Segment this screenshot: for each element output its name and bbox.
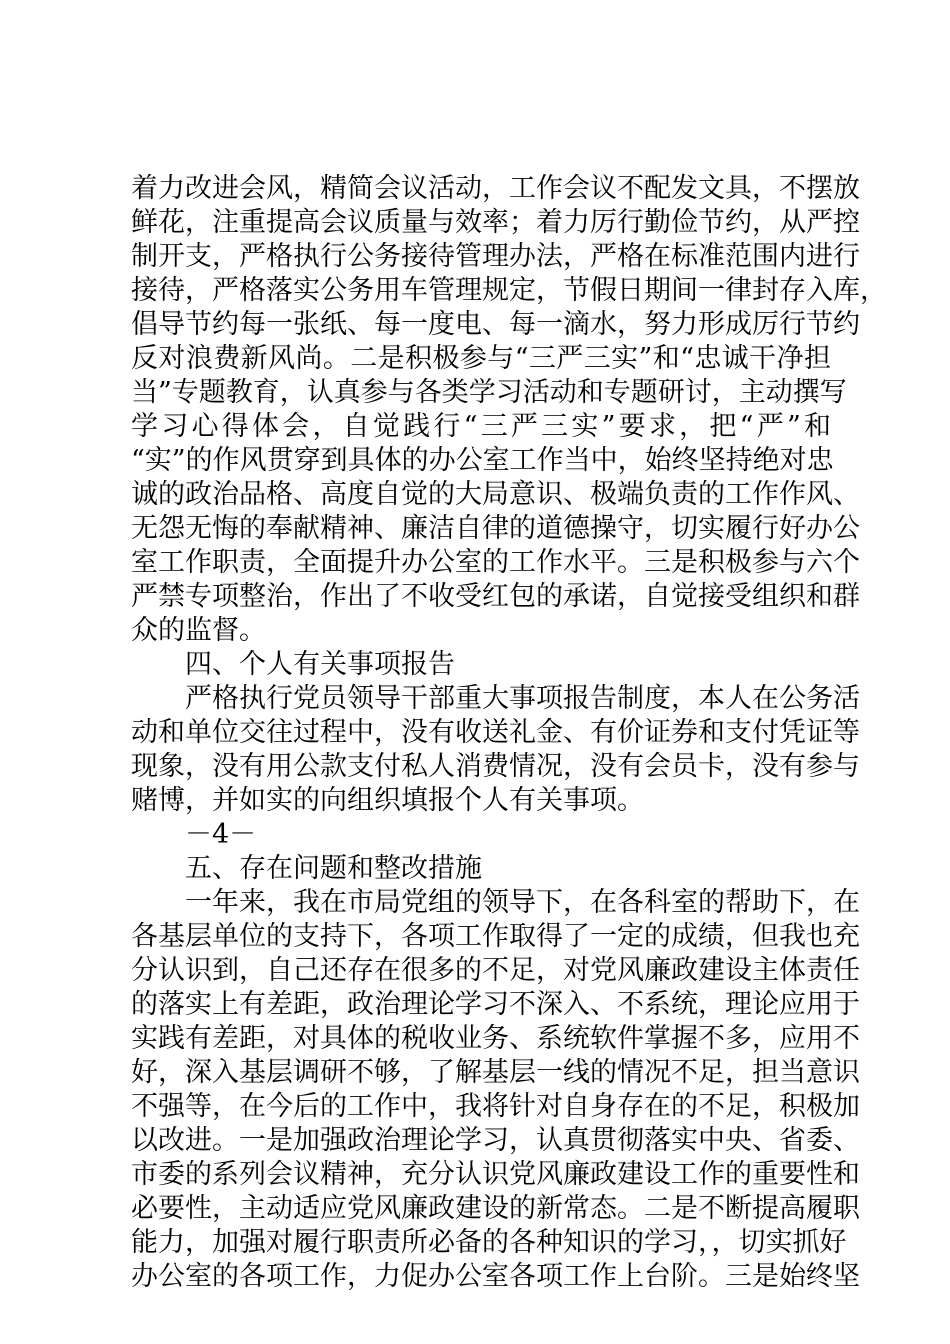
body-line: 能力，加强对履行职责所必备的各种知识的学习，，切实抓好 bbox=[131, 1227, 847, 1258]
body-line: 实践有差距，对具体的税收业务、系统软件掌握不多，应用不 bbox=[131, 1023, 860, 1054]
body-line: 市委的系列会议精神，充分认识党风廉政建设工作的重要性和 bbox=[131, 1159, 860, 1190]
body-line: 接待，严格落实公务用车管理规定，节假日期间一律封存入库， bbox=[131, 275, 887, 306]
body-line: 一年来，我在市局党组的领导下，在各科室的帮助下，在 bbox=[185, 887, 860, 918]
section-heading: 五、存在问题和整改措施 bbox=[185, 853, 482, 884]
body-line: 制开支，严格执行公务接待管理办法，严格在标准范围内进行 bbox=[131, 241, 860, 272]
body-line: 当”专题教育，认真参与各类学习活动和专题研讨，主动撰写 bbox=[131, 377, 847, 408]
body-line: 现象，没有用公款支付私人消费情况，没有会员卡，没有参与 bbox=[131, 751, 860, 782]
body-line: 鲜花，注重提高会议质量与效率；着力厉行勤俭节约，从严控 bbox=[131, 207, 860, 238]
body-line: 赌博，并如实的向组织填报个人有关事项。 bbox=[131, 785, 644, 816]
body-line: 倡导节约每一张纸、每一度电、每一滴水，努力形成厉行节约 bbox=[131, 309, 860, 340]
body-line: “实”的作风贯穿到具体的办公室工作当中，始终坚持绝对忠 bbox=[131, 445, 834, 476]
body-line: 动和单位交往过程中，没有收送礼金、有价证券和支付凭证等 bbox=[131, 717, 860, 748]
body-line: 必要性，主动适应党风廉政建设的新常态。二是不断提高履职 bbox=[131, 1193, 860, 1224]
body-line: 好，深入基层调研不够，了解基层一线的情况不足，担当意识 bbox=[131, 1057, 860, 1088]
body-line: 无怨无悔的奉献精神、廉洁自律的道德操守，切实履行好办公 bbox=[131, 513, 860, 544]
body-line: 反对浪费新风尚。二是积极参与“三严三实”和“忠诚干净担 bbox=[131, 343, 831, 374]
body-line: 办公室的各项工作，力促办公室各项工作上台阶。三是始终坚 bbox=[131, 1261, 860, 1292]
body-line: 诚的政治品格、高度自觉的大局意识、极端负责的工作作风、 bbox=[131, 479, 860, 510]
document-body bbox=[131, 172, 887, 1294]
page-number: －4－ bbox=[185, 819, 257, 850]
body-line: 的落实上有差距，政治理论学习不深入、不系统，理论应用于 bbox=[131, 989, 860, 1020]
body-line: 学习心得体会，自觉践行“三严三实”要求，把“严”和 bbox=[131, 411, 831, 442]
body-line: 严禁专项整治，作出了不收受红包的承诺，自觉接受组织和群 bbox=[131, 581, 860, 612]
body-line: 严格执行党员领导干部重大事项报告制度，本人在公务活 bbox=[185, 683, 860, 714]
body-line: 各基层单位的支持下，各项工作取得了一定的成绩，但我也充 bbox=[131, 921, 860, 952]
body-line: 着力改进会风，精简会议活动，工作会议不配发文具，不摆放 bbox=[131, 173, 860, 204]
body-line: 室工作职责，全面提升办公室的工作水平。三是积极参与六个 bbox=[131, 547, 860, 578]
section-heading: 四、个人有关事项报告 bbox=[185, 649, 455, 680]
body-line: 不强等，在今后的工作中，我将针对自身存在的不足，积极加 bbox=[131, 1091, 860, 1122]
body-line: 以改进。一是加强政治理论学习，认真贯彻落实中央、省委、 bbox=[131, 1125, 860, 1156]
body-line: 众的监督。 bbox=[131, 615, 266, 646]
body-line: 分认识到，自己还存在很多的不足，对党风廉政建设主体责任 bbox=[131, 955, 860, 986]
